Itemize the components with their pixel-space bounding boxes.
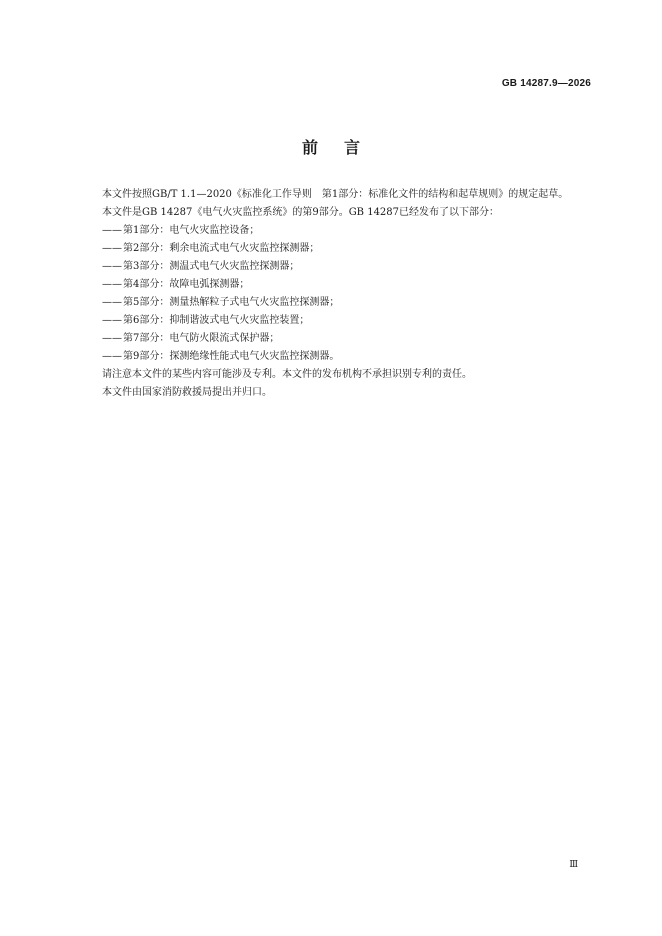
list-item <box>82 294 592 312</box>
list-item <box>82 258 592 276</box>
list-dash: —— <box>102 333 122 344</box>
list-item-text: 第7部分：电气防火限流式保护器； <box>123 333 280 344</box>
proposer-paragraph: 本文件由国家消防救援局提出并归口。 <box>102 387 272 398</box>
list-item-text: 第3部分：测温式电气火灾监控探测器； <box>123 261 300 272</box>
list-item-text: 第2部分：剩余电流式电气火灾监控探测器； <box>123 243 320 254</box>
intro-paragraph: 本文件按照GB/T 1.1—2020《标准化工作导则 第1部分：标准化文件的结构和起草规则》的规定起草。 <box>102 189 569 200</box>
page-title: 前言 <box>301 138 386 157</box>
document-body <box>82 186 592 402</box>
page-number: Ⅲ <box>569 860 578 870</box>
list-item-text: 第5部分：测量热解粒子式电气火灾监控探测器； <box>123 297 340 308</box>
list-dash: —— <box>102 225 122 236</box>
list-item <box>82 312 592 330</box>
list-item-text: 第9部分：探测绝缘性能式电气火灾监控探测器。 <box>123 351 340 362</box>
list-dash: —— <box>102 279 122 290</box>
list-dash: —— <box>102 243 122 254</box>
list-item <box>82 348 592 366</box>
list-item <box>82 222 592 240</box>
series-paragraph: 本文件是GB 14287《电气火灾监控系统》的第9部分。GB 14287已经发布了以下部分： <box>102 207 500 218</box>
list-item <box>82 240 592 258</box>
list-dash: —— <box>102 261 122 272</box>
patent-notice-paragraph: 请注意本文件的某些内容可能涉及专利。本文件的发布机构不承担识别专利的责任。 <box>102 369 472 380</box>
list-item <box>82 276 592 294</box>
list-dash: —— <box>102 315 122 326</box>
list-dash: —— <box>102 351 122 362</box>
list-item-text: 第1部分：电气火灾监控设备； <box>123 225 260 236</box>
list-dash: —— <box>102 297 122 308</box>
list-item <box>82 330 592 348</box>
list-item-text: 第6部分：抑制谐波式电气火灾监控装置； <box>123 315 310 326</box>
standard-code: GB 14287.9—2026 <box>501 78 591 89</box>
parts-list <box>82 222 592 366</box>
list-item-text: 第4部分：故障电弧探测器； <box>123 279 250 290</box>
